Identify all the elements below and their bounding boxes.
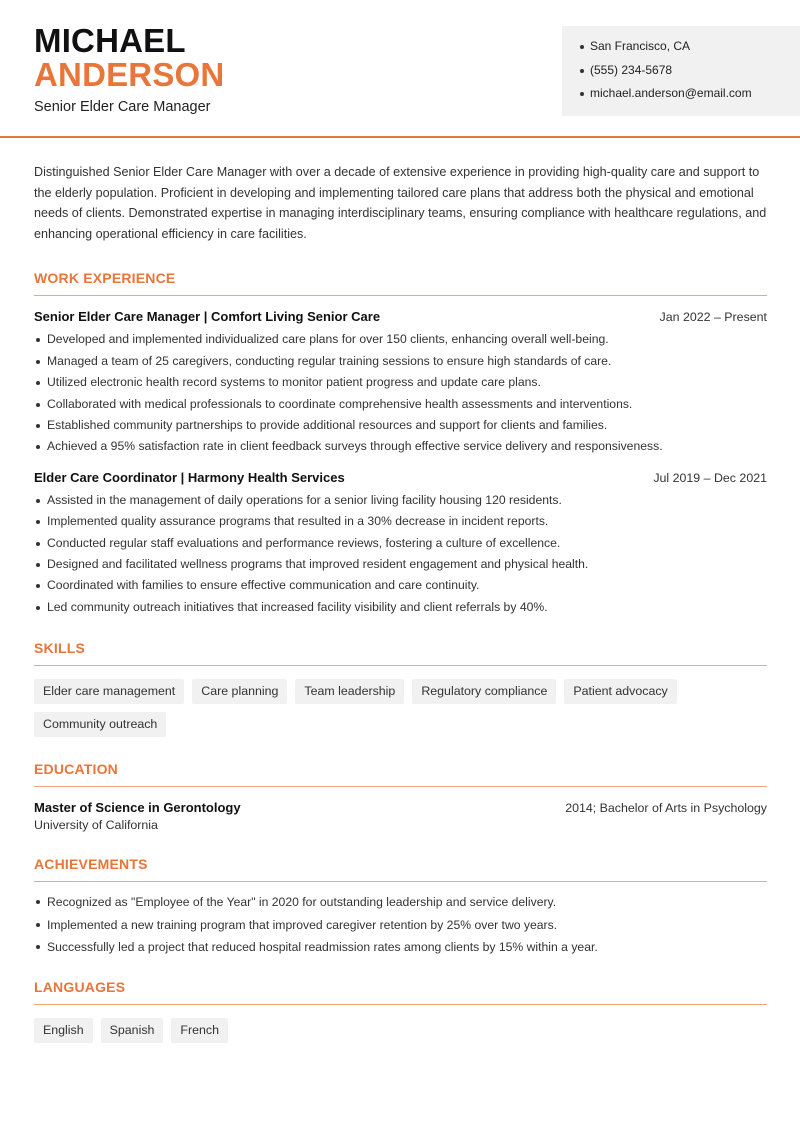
job-dates: Jul 2019 – Dec 2021: [653, 470, 767, 485]
section-title-skills: SKILLS: [34, 640, 767, 666]
list-item: Managed a team of 25 caregivers, conducting regular training sessions to ensure high standards of care.: [34, 351, 767, 372]
list-item: Conducted regular staff evaluations and performance reviews, fostering a culture of excellence.: [34, 533, 767, 554]
first-name: MICHAEL: [34, 22, 186, 59]
job-role: Elder Care Coordinator | Harmony Health Services: [34, 469, 345, 485]
achievements-list: [34, 891, 767, 959]
skill-chip: Team leadership: [295, 679, 404, 704]
education-entry: [34, 800, 767, 832]
list-item: Coordinated with families to ensure effective communication and care continuity.: [34, 575, 767, 596]
skill-chip: Regulatory compliance: [412, 679, 556, 704]
list-item: Established community partnerships to provide additional resources and support for clients and families.: [34, 415, 767, 436]
job-entry: [34, 470, 767, 618]
job-role: Senior Elder Care Manager | Comfort Living Senior Care: [34, 309, 381, 325]
contact-location: San Francisco, CA: [580, 38, 800, 62]
list-item: Achieved a 95% satisfaction rate in client feedback surveys through effective service delivery and responsiveness.: [34, 436, 767, 457]
resume-body: [34, 162, 767, 1043]
skill-chip: Patient advocacy: [564, 679, 676, 704]
list-item: Recognized as "Employee of the Year" in 2020 for outstanding leadership and service delivery.: [34, 891, 767, 914]
education-school: University of California: [34, 818, 158, 833]
skill-chip: Care planning: [192, 679, 287, 704]
education-degree: Master of Science in Gerontology: [34, 800, 241, 816]
list-item: Collaborated with medical professionals to coordinate comprehensive health assessments and interventions.: [34, 394, 767, 415]
last-name: ANDERSON: [34, 56, 225, 93]
contact-phone: (555) 234-5678: [580, 62, 800, 86]
section-title-languages: LANGUAGES: [34, 979, 767, 1005]
section-title-work: WORK EXPERIENCE: [34, 270, 767, 296]
contact-box: [562, 26, 800, 116]
resume-header: [0, 0, 800, 138]
language-chip: Spanish: [101, 1018, 164, 1043]
job-entry: [34, 309, 767, 457]
skills-list: [34, 679, 767, 737]
job-title: Senior Elder Care Manager: [34, 99, 211, 115]
list-item: Utilized electronic health record systems to monitor patient progress and update care plans.: [34, 372, 767, 393]
job-bullets: [34, 490, 767, 618]
list-item: Implemented quality assurance programs that resulted in a 30% decrease in incident reports.: [34, 511, 767, 532]
list-item: Implemented a new training program that improved caregiver retention by 25% over two years.: [34, 914, 767, 937]
contact-email[interactable]: michael.anderson@email.com: [580, 85, 800, 109]
education-date: 2014; Bachelor of Arts in Psychology: [565, 801, 767, 816]
list-item: Developed and implemented individualized care plans for over 150 clients, enhancing overall well-being.: [34, 329, 767, 350]
list-item: Assisted in the management of daily operations for a senior living facility housing 120 residents.: [34, 490, 767, 511]
job-dates: Jan 2022 – Present: [659, 310, 767, 325]
skill-chip: Community outreach: [34, 712, 166, 737]
summary: Distinguished Senior Elder Care Manager with over a decade of extensive experience in providing high-quality care and support to the elderly population. Proficient in developing and implementing tailored care plans that address both the physical and emotional needs of clients. Demonstrated expertise in managing interdisciplinary teams, ensuring compliance with healthcare regulations, and enhancing operational efficiency in care facilities.: [34, 165, 767, 241]
skill-chip: Elder care management: [34, 679, 184, 704]
language-chip: French: [171, 1018, 228, 1043]
list-item: Designed and facilitated wellness programs that improved resident engagement and physical health.: [34, 554, 767, 575]
languages-list: [34, 1018, 767, 1043]
language-chip: English: [34, 1018, 93, 1043]
section-title-education: EDUCATION: [34, 761, 767, 787]
job-bullets: [34, 329, 767, 457]
section-title-achievements: ACHIEVEMENTS: [34, 856, 767, 882]
list-item: Successfully led a project that reduced hospital readmission rates among clients by 15% within a year.: [34, 936, 767, 959]
list-item: Led community outreach initiatives that increased facility visibility and client referrals by 40%.: [34, 597, 767, 618]
